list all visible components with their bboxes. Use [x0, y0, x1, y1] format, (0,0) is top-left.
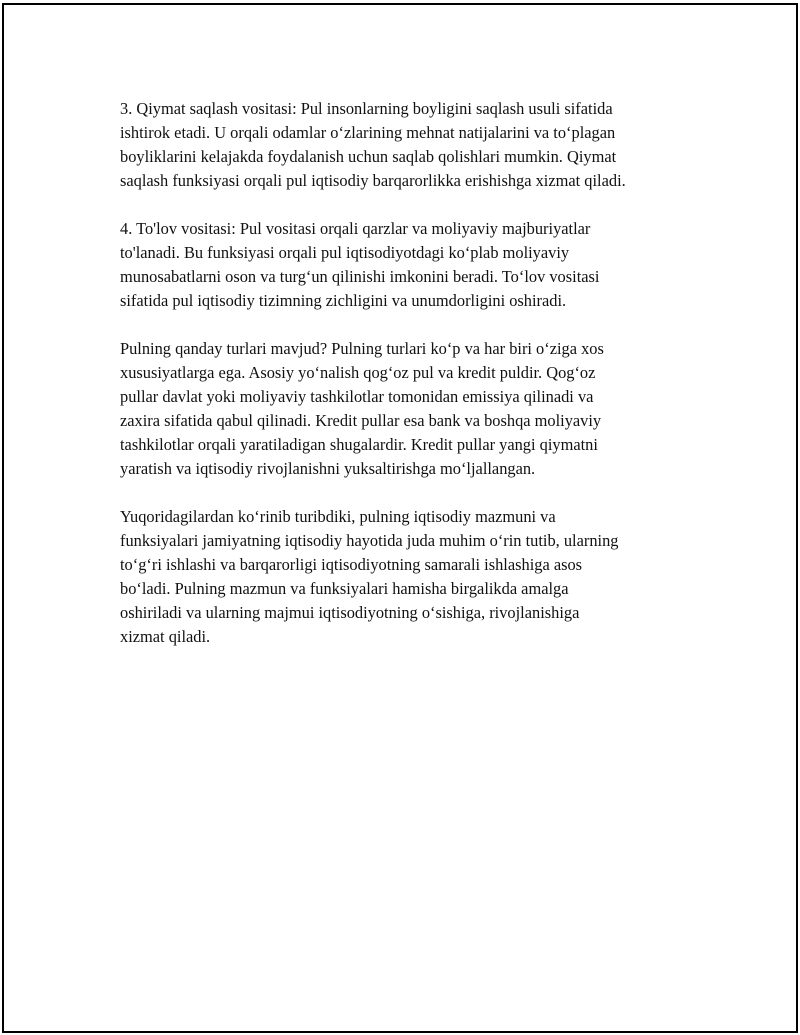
paragraph-conclusion: Yuqoridagilardan ko‘rinib turibdiki, pulning iqtisodiy mazmuni va funksiyalari jamiyatning iqtisodiy hayotida juda muhim o‘rin tutib, ularning to‘g‘ri ishlashi va barqarorligi iqtisodiyotning samarali ishlashiga asos bo‘ladi. Pulning mazmun va funksiyalari hamisha birgalikda amalga oshiriladi va ularning majmui iqtisodiyotning o‘sishiga, rivojlanishiga xizmat qiladi. — [120, 507, 619, 646]
document-body — [120, 97, 700, 673]
paragraph-store-of-value: 3. Qiymat saqlash vositasi: Pul insonlarning boyligini saqlash usuli sifatida ishtirok etadi. U orqali odamlar o‘zlarining mehnat natijalarini va to‘plagan boyliklarini kelajakda foydalanish uchun saqlab qolishlari mumkin. Qiymat saqlash funksiyasi orqali pul iqtisodiy barqarorlikka erishishga xizmat qiladi. — [120, 99, 626, 190]
paragraph-means-of-payment: 4. To'lov vositasi: Pul vositasi orqali qarzlar va moliyaviy majburiyatlar to'lanadi. Bu funksiyasi orqali pul iqtisodiyotdagi ko‘plab moliyaviy munosabatlarni oson va turg‘un qilinishi imkonini beradi. To‘lov vositasi sifatida pul iqtisodiy tizimning zichligini va unumdorligini oshiradi. — [120, 219, 600, 310]
page-frame — [2, 3, 798, 1033]
paragraph-types-of-money: Pulning qanday turlari mavjud? Pulning turlari ko‘p va har biri o‘ziga xos xususiyatlarga ega. Asosiy yo‘nalish qog‘oz pul va kredit puldir. Qog‘oz pullar davlat yoki moliyaviy tashkilotlar tomonidan emissiya qilinadi va zaxira sifatida qabul qilinadi. Kredit pullar esa bank va boshqa moliyaviy tashkilotlar orqali yaratiladigan shugalardir. Kredit pullar yangi qiymatni yaratish va iqtisodiy rivojlanishni yuksaltirishga mo‘ljallangan. — [120, 339, 604, 478]
